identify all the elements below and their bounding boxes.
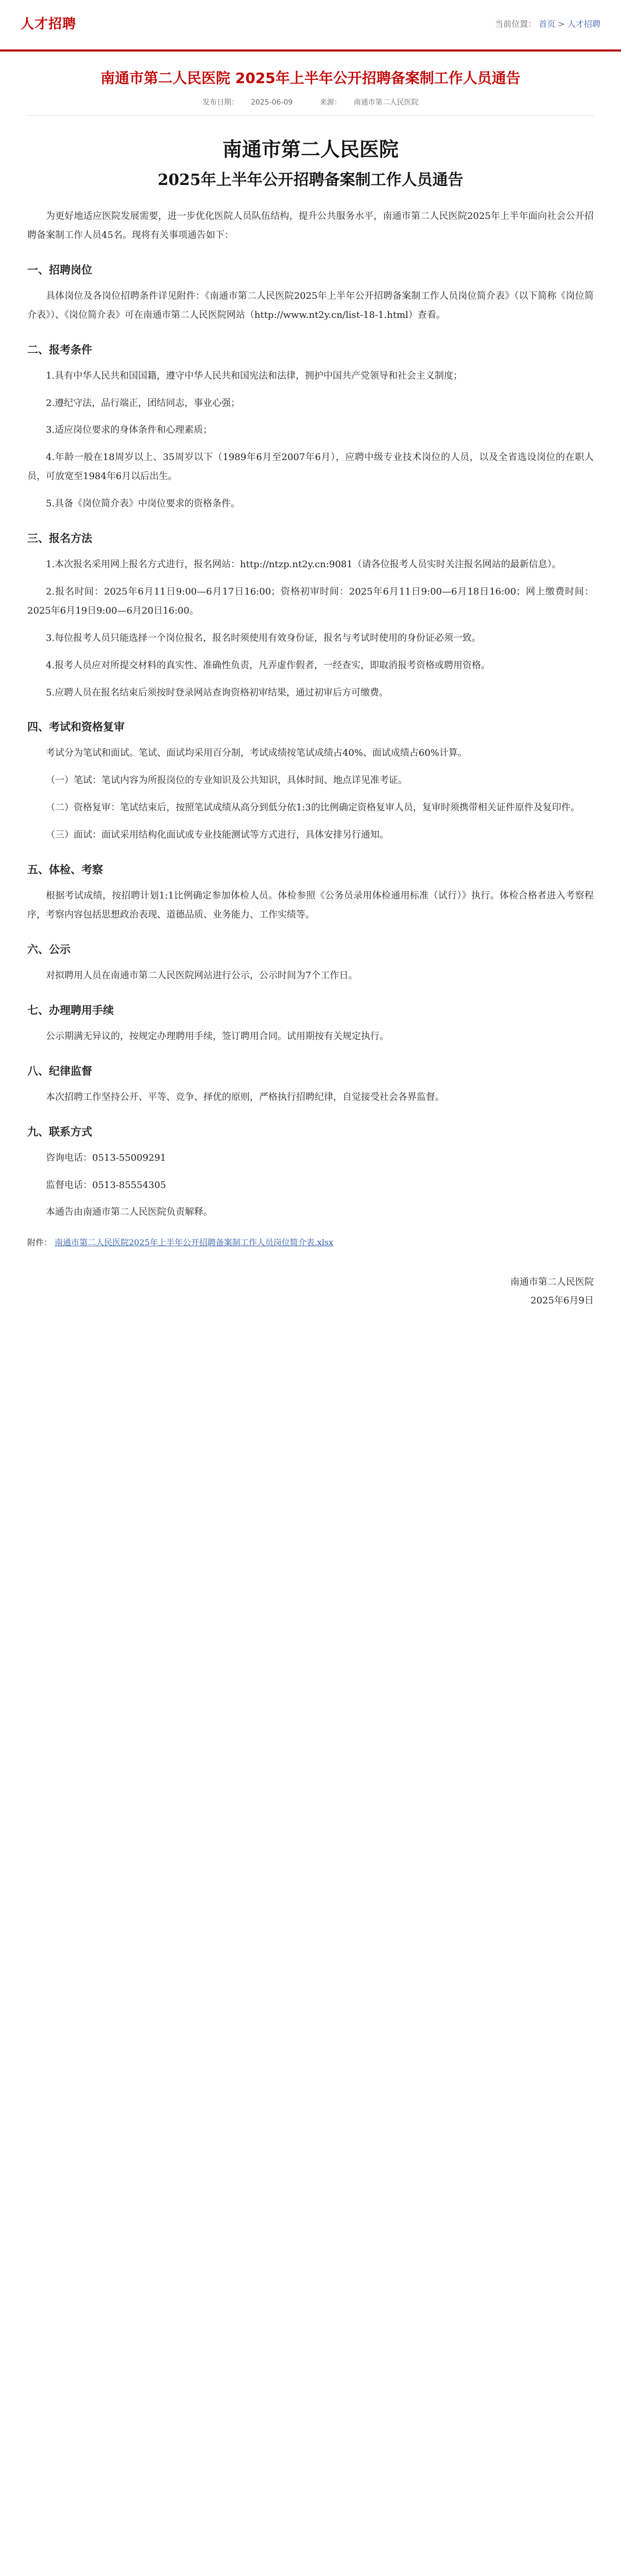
meta-date: [196, 98, 301, 107]
attachment-label: 附件：: [27, 1238, 53, 1248]
document-sections: [27, 259, 594, 1195]
signoff-date: 2025年6月9日: [530, 1295, 594, 1307]
meta-source-label: 来源：: [319, 98, 341, 107]
breadcrumb: [495, 18, 600, 29]
section-paragraph: 根据考试成绩，按招聘计划1:1比例确定参加体检人员。体检参照《公务员录用体检通用标准（试行）》执行。体检合格者进入考察程序，考察内容包括思想政治表现、道德品质、业务能力、工作实绩等。: [27, 890, 594, 920]
section-paragraph: （三）面试：面试采用结构化面试或专业技能测试等方式进行，具体安排另行通知。: [46, 829, 389, 841]
section-paragraph: 2.遵纪守法，品行端正，团结同志，事业心强；: [46, 397, 240, 409]
header: [0, 0, 621, 49]
section-heading: 六、公示: [27, 942, 71, 956]
section-paragraph: 1.具有中华人民共和国国籍，遵守中华人民共和国宪法和法律，拥护中国共产党领导和社会主义制度；: [46, 370, 463, 381]
section-paragraph: 2.报名时间：2025年6月11日9:00—6月17日16:00；资格初审时间：2025年6月11日9:00—6月18日16:00；网上缴费时间：2025年6月19日9:00—6月20日16:00。: [27, 586, 594, 616]
main-content: [27, 52, 594, 1310]
section-paragraph: 3.适应岗位要求的身体条件和心理素质；: [46, 425, 213, 436]
breadcrumb-recruitment[interactable]: 人才招聘: [567, 19, 600, 29]
section-heading: 九、联系方式: [27, 1125, 92, 1138]
breadcrumb-home[interactable]: 首页: [539, 19, 556, 29]
document-org: 南通市第二人民医院: [222, 138, 399, 161]
site-brand[interactable]: 人才招聘: [21, 16, 77, 32]
section-heading: 七、办理聘用手续: [27, 1003, 114, 1016]
attachment-link[interactable]: 南通市第二人民医院2025年上半年公开招聘备案制工作人员岗位简介表.xlsx: [55, 1238, 334, 1248]
signoff: [27, 1273, 594, 1310]
section-heading: 八、纪律监督: [27, 1064, 92, 1077]
article-title: 南通市第二人民医院 2025年上半年公开招聘备案制工作人员通告: [100, 70, 521, 87]
section-heading: 三、报名方法: [27, 532, 92, 545]
meta-date-value: 2025-06-09: [251, 98, 293, 107]
signoff-org: 南通市第二人民医院: [510, 1277, 594, 1288]
section-paragraph: 考试分为笔试和面试。笔试、面试均采用百分制，考试成绩按笔试成绩占40%、面试成绩占60%计算。: [46, 748, 468, 759]
section-paragraph: 5.具备《岗位简介表》中岗位要求的资格条件。: [46, 498, 240, 510]
section-heading: 二、报考条件: [27, 343, 92, 356]
article-meta: [27, 93, 594, 116]
meta-date-label: 发布日期：: [202, 98, 239, 107]
section-heading: 四、考试和资格复审: [27, 720, 125, 734]
meta-source: [314, 98, 425, 107]
section-paragraph: 公示期满无异议的，按规定办理聘用手续，签订聘用合同。试用期按有关规定执行。: [46, 1030, 389, 1042]
section-paragraph: 4.年龄一般在18周岁以上、35周岁以下（1989年6月至2007年6月），应聘中级专业技术岗位的人员，以及全省选设岗位的在职人员，可放宽至1984年6月以后出生。: [27, 452, 594, 482]
document-subtitle: 2025年上半年公开招聘备案制工作人员通告: [158, 171, 463, 189]
intro-paragraph: 为更好地适应医院发展需要，进一步优化医院人员队伍结构，提升公共服务水平，南通市第二人民医院2025年上半年面向社会公开招聘备案制工作人员45名。现将有关事项通告如下：: [27, 211, 594, 241]
section-paragraph: 1.本次报名采用网上报名方式进行，报名网站：http://ntzp.nt2y.cn:9081（请各位报考人员实时关注报名网站的最新信息）。: [46, 559, 561, 570]
section-heading: 五、体检、考察: [27, 863, 103, 876]
section-paragraph: （一）笔试：笔试内容为所报岗位的专业知识及公共知识，具体时间、地点详见准考证。: [46, 775, 407, 786]
section-paragraph: （二）资格复审：笔试结束后，按照笔试成绩从高分到低分依1:3的比例确定资格复审人员，复审时须携带相关证件原件及复印件。: [46, 802, 580, 814]
meta-source-value: 南通市第二人民医院: [353, 98, 419, 107]
document-body: [27, 207, 594, 1310]
section-paragraph: 具体岗位及各岗位招聘条件详见附件：《南通市第二人民医院2025年上半年公开招聘备案制工作人员岗位简介表》（以下简称《岗位简介表》）、《岗位简介表》可在南通市第二人民医院网站（http://www.nt2y.cn/list-18-1.html）查看。: [27, 290, 594, 320]
breadcrumb-separator: >: [558, 19, 567, 29]
section-paragraph: 本次招聘工作坚持公开、平等、竞争、择优的原则，严格执行招聘纪律，自觉接受社会各界监督。: [46, 1091, 444, 1103]
section-paragraph: 4.报考人员应对所提交材料的真实性、准确性负责，凡弄虚作假者，一经查实，即取消报考资格或聘用资格。: [46, 659, 491, 671]
closing-paragraph: 本通告由南通市第二人民医院负责解释。: [46, 1207, 213, 1218]
section-paragraph: 对拟聘用人员在南通市第二人民医院网站进行公示，公示时间为7个工作日。: [46, 970, 358, 981]
section-heading: 一、招聘岗位: [27, 263, 92, 276]
document-header: [27, 133, 594, 190]
breadcrumb-prefix: 当前位置：: [495, 19, 537, 29]
section-paragraph: 咨询电话：0513-55009291: [46, 1152, 166, 1163]
section-paragraph: 3.每位报考人员只能选择一个岗位报名，报名时须使用有效身份证，报名与考试时使用的身份证必须一致。: [46, 632, 481, 643]
section-paragraph: 5.应聘人员在报名结束后须按时登录网站查询资格初审结果，通过初审后方可缴费。: [46, 687, 389, 698]
attachments: [27, 1234, 594, 1251]
section-paragraph: 监督电话：0513-85554305: [46, 1179, 166, 1191]
